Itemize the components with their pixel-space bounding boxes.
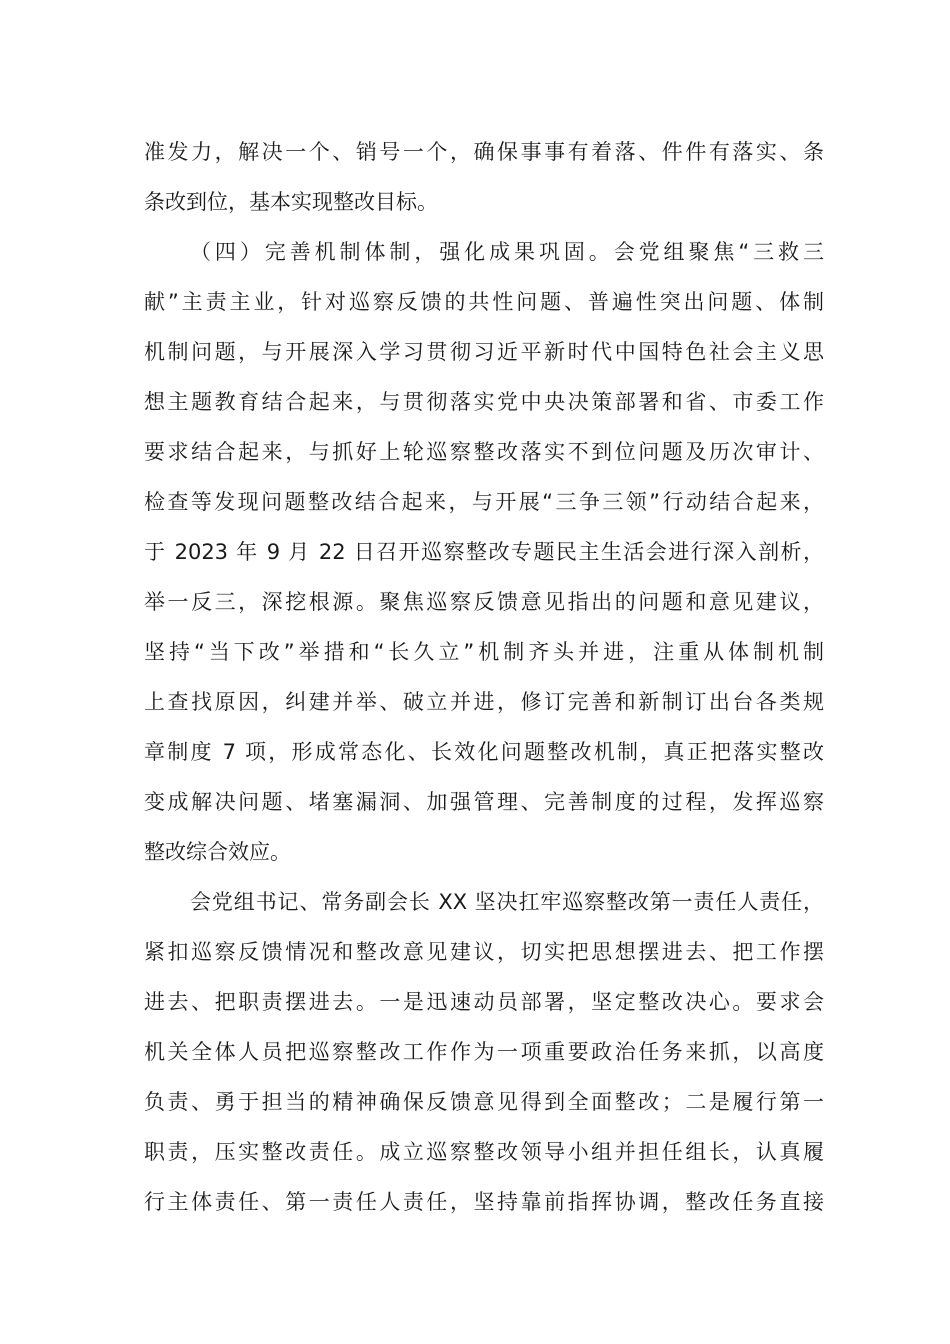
text-line: 职责，压实整改责任。成立巡察整改领导小组并担任组长，认真履 (144, 1140, 824, 1164)
text-line: 检查等发现问题整改结合起来，与开展“三争三领”行动结合起来， (144, 490, 824, 514)
text-line: 于 2023 年 9 月 22 日召开巡察整改专题民主生活会进行深入剖析， (144, 540, 824, 564)
text-line: 会党组书记、常务副会长 XX 坚决扛牢巡察整改第一责任人责任， (190, 890, 824, 914)
text-line: 进去、把职责摆进去。一是迅速动员部署，坚定整改决心。要求会 (144, 990, 824, 1014)
text-line: 机关全体人员把巡察整改工作作为一项重要政治任务来抓，以高度 (144, 1040, 824, 1064)
text-line: 坚持“当下改”举措和“长久立”机制齐头并进，注重从体制机制 (144, 640, 824, 664)
text-line: 上查找原因，纠建并举、破立并进，修订完善和新制订出台各类规 (144, 690, 824, 714)
text-line: 条改到位，基本实现整改目标。 (144, 190, 438, 214)
text-line: 举一反三，深挖根源。聚焦巡察反馈意见指出的问题和意见建议， (144, 590, 824, 614)
text-line: 准发力，解决一个、销号一个，确保事事有着落、件件有落实、条 (144, 140, 824, 164)
text-line: 要求结合起来，与抓好上轮巡察整改落实不到位问题及历次审计、 (144, 440, 824, 464)
text-line: 负责、勇于担当的精神确保反馈意见得到全面整改；二是履行第一 (144, 1090, 824, 1114)
text-line: 紧扣巡察反馈情况和整改意见建议，切实把思想摆进去、把工作摆 (144, 940, 824, 964)
text-line: 整改综合效应。 (144, 840, 291, 864)
text-line: 想主题教育结合起来，与贯彻落实党中央决策部署和省、市委工作 (144, 390, 824, 414)
text-line: （四）完善机制体制，强化成果巩固。会党组聚焦“三救三 (190, 240, 824, 264)
text-line: 献”主责主业，针对巡察反馈的共性问题、普遍性突出问题、体制 (144, 290, 824, 314)
text-line: 章制度 7 项，形成常态化、长效化问题整改机制，真正把落实整改 (144, 740, 824, 764)
text-line: 行主体责任、第一责任人责任，坚持靠前指挥协调，整改任务直接 (144, 1190, 824, 1214)
text-line: 机制问题，与开展深入学习贯彻习近平新时代中国特色社会主义思 (144, 340, 824, 364)
text-line: 变成解决问题、堵塞漏洞、加强管理、完善制度的过程，发挥巡察 (144, 790, 824, 814)
